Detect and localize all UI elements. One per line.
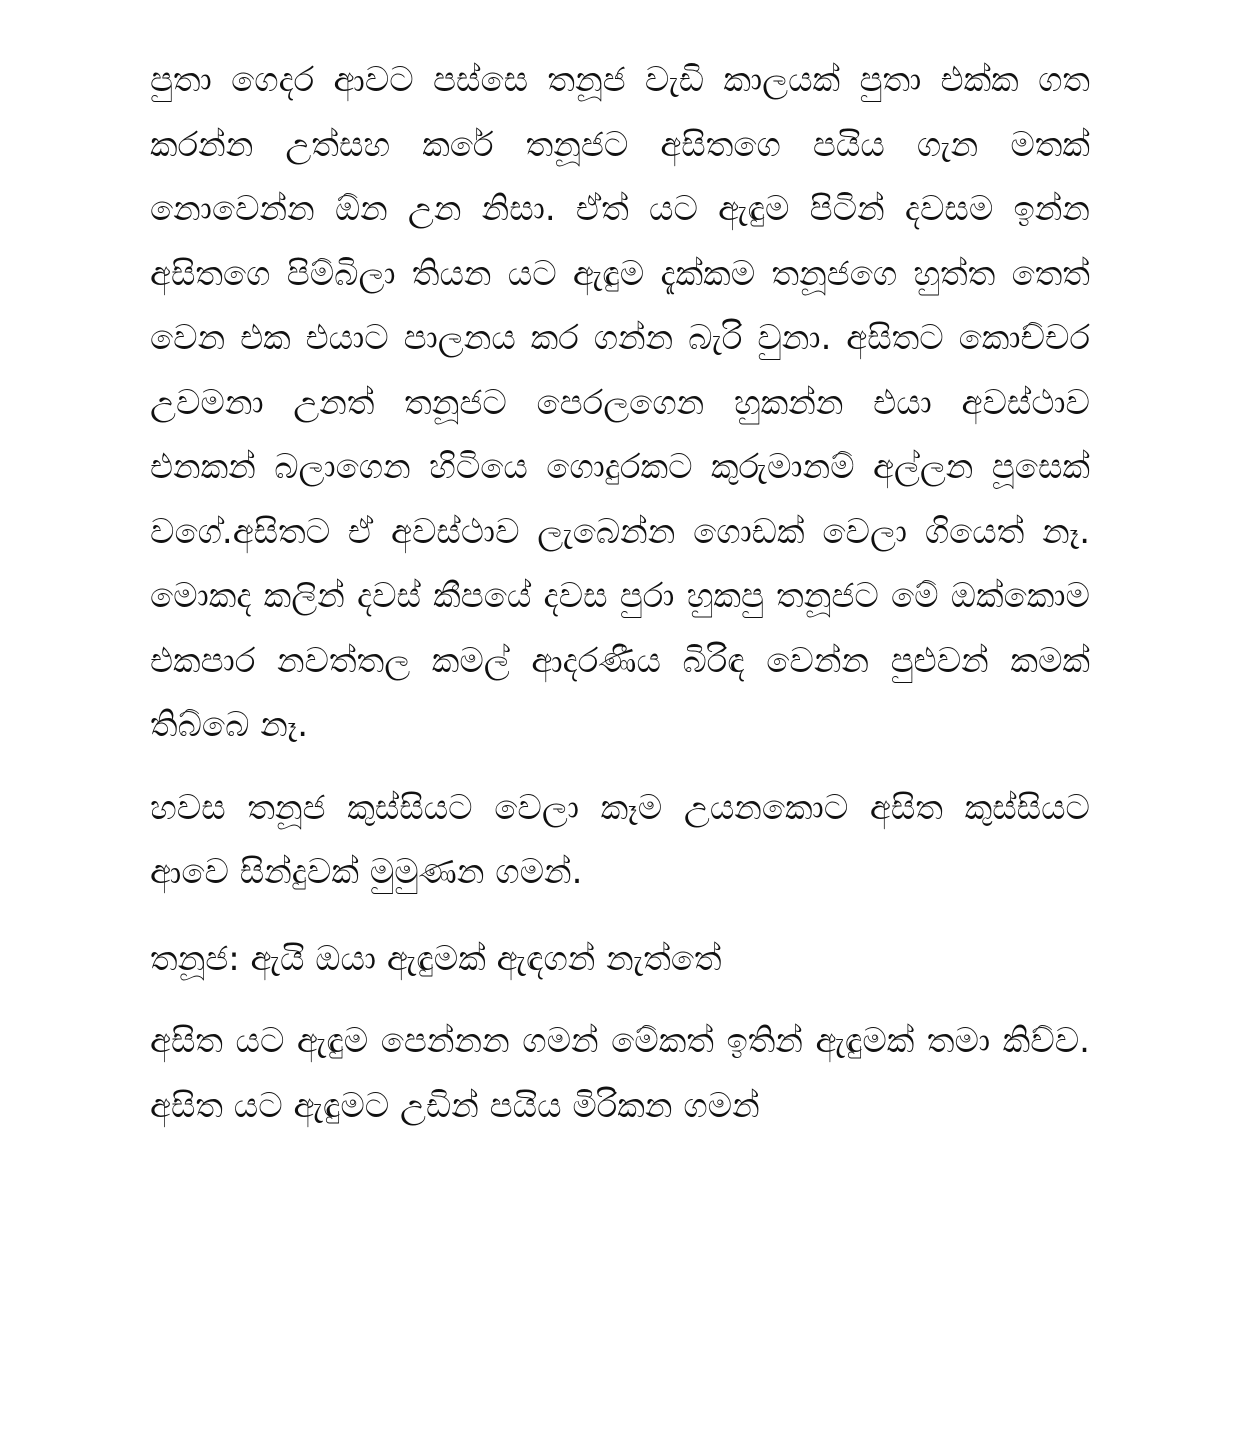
paragraph-1: පුතා ගෙදර ආවට පස්සෙ තනූජ වැඩි කාලයක් පුතා එක්ක ගත කරන්න උත්සහ කරේ තනූජට අසිතගෙ පයිය ගැන මතක් නොවෙන්න ඕන උන නිසා. ඒත් යට ඇඳුම පිටින් දවසම ඉන්න අසිතගෙ පිම්බිලා තියන යට ඇඳුම දැක්කම තනූජගෙ හුත්ත තෙත් වෙන එක එයාට පාලනය කර ගන්න බැරි වුනා. අසිතට කොච්චර උවමනා උනත් තනූජට පෙරලගෙන හුකන්න එයා අවස්ථාව එනකන් බලාගෙන හිටියෙ ගොදුරකට කුරුමානම් අල්ලන පූසෙක් වගේ.අසිතට ඒ අවස්ථාව ලැබෙන්න ගොඩක් වෙලා ගියෙත් නෑ. මොකද කලින් දවස් කීපයේ දවස පුරා හුකපු තනූජට මේ ඔක්කොම එකපාර නවත්තල කමල් ආදරණීය බිරිඳ වෙන්න පුළුවන් කමක් තිබ්බෙ නෑ. bbox=[150, 60, 1090, 745]
paragraph-4: අසිත යට ඇඳුම පෙන්නන ගමන් මේකත් ඉතින් ඇඳුමක් තමා කිව්ව. අසිත යට ඇඳුමට උඩින් පයිය මිරිකන ගමන් bbox=[150, 1021, 1090, 1126]
paragraph-2: හවස තනූජ කුස්සියට වෙලා කෑම උයනකොට අසිත කුස්සියට ආවෙ සින්දුවක් මුමුණන ගමන්. bbox=[150, 787, 1090, 892]
paragraph-3-dialogue: තනූජ: ඇයි ඔයා ඇඳුමක් ඇඳගන් නැත්තේ bbox=[150, 938, 722, 979]
document-page bbox=[150, 48, 1090, 1138]
